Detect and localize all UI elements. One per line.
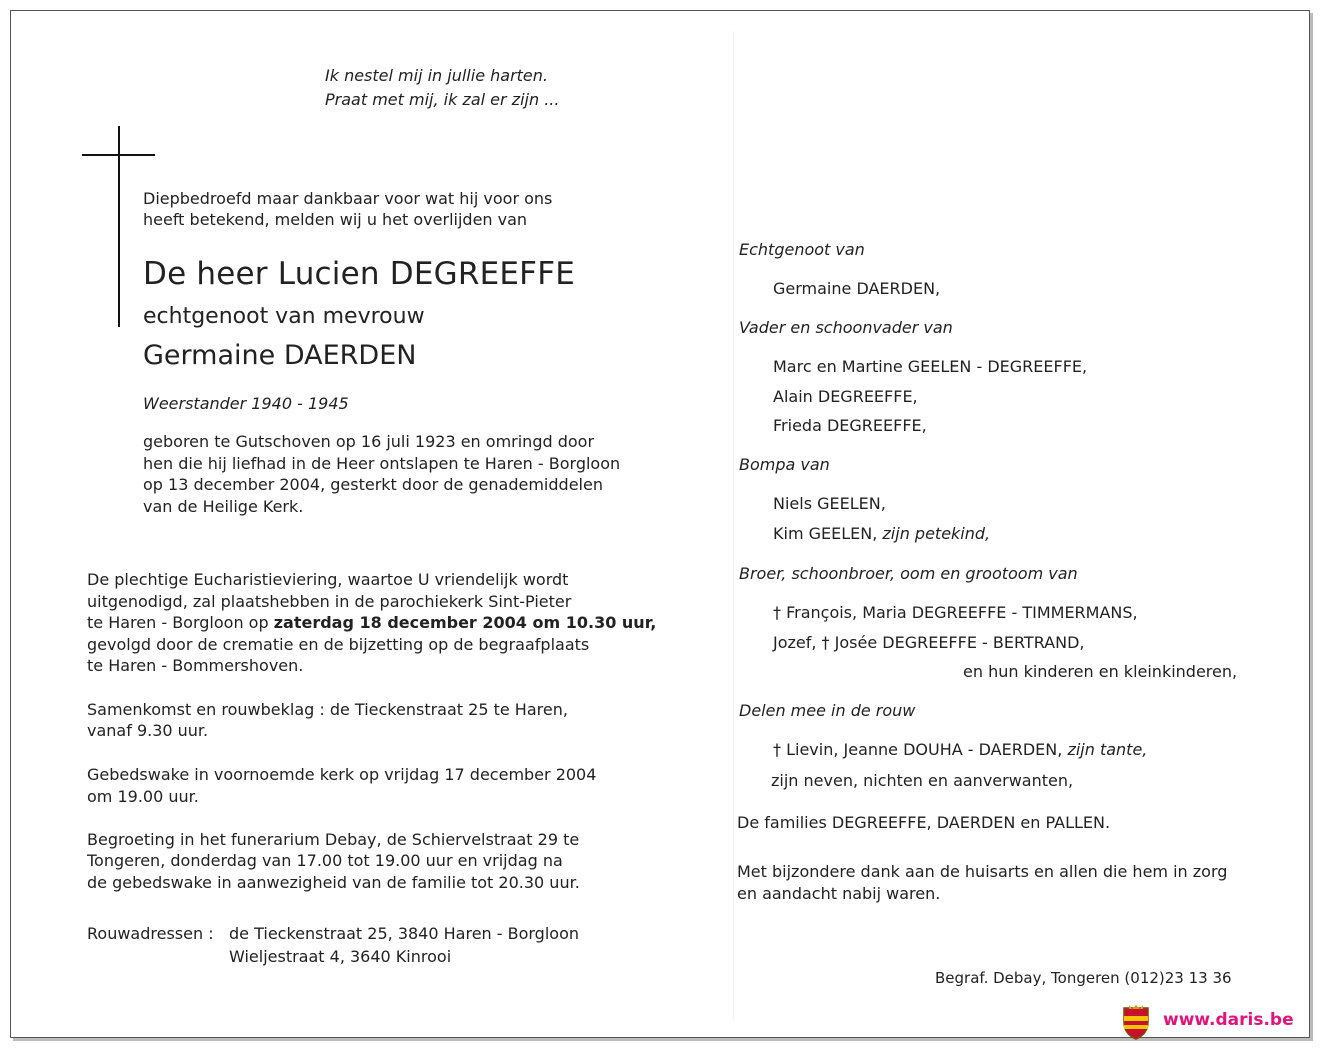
ceremony-line-3-prefix: te Haren - Borgloon op	[87, 613, 274, 632]
address-line-2: Wieljestraat 4, 3640 Kinrooi	[229, 947, 452, 966]
cross-icon-vertical	[118, 126, 120, 327]
spouse-entry: Germaine DAERDEN,	[773, 279, 941, 298]
greeting-line-3: de gebedswake in aanwezigheid van de familie tot 20.30 uur.	[87, 873, 580, 892]
aunt-entry	[773, 739, 1147, 761]
child-entry-3: Frieda DEGREEFFE,	[773, 416, 927, 435]
child-entry-1: Marc en Martine GEELEN - DEGREEFFE,	[773, 357, 1088, 376]
intro-line-1: Diepbedroefd maar dankbaar voor wat hij voor ons	[143, 189, 553, 208]
ceremony-line-3	[87, 612, 656, 634]
deceased-relation: echtgenoot van mevrouw	[143, 304, 425, 329]
grandchild-entry-2	[773, 523, 990, 545]
birth-line-3: op 13 december 2004, gesterkt door de genademiddelen	[143, 475, 603, 494]
thanks-line-1: Met bijzondere dank aan de huisarts en allen die hem in zorg	[737, 862, 1228, 881]
wake-line-1: Gebedswake in voornoemde kerk op vrijdag 17 december 2004	[87, 765, 597, 784]
greeting-line-2: Tongeren, donderdag van 17.00 tot 19.00 uur en vrijdag na	[87, 851, 563, 870]
mourning-heading: Delen mee in de rouw	[739, 701, 916, 720]
greeting-line-1: Begroeting in het funerarium Debay, de Schiervelstraat 29 te	[87, 830, 580, 849]
cousins-entry: zijn neven, nichten en aanverwanten,	[771, 771, 1074, 790]
gathering-line-1: Samenkomst en rouwbeklag : de Tieckenstraat 25 te Haren,	[87, 700, 568, 719]
intro-line-2: heeft betekend, melden wij u het overlijden van	[143, 210, 528, 229]
ceremony-date-time: zaterdag 18 december 2004 om 10.30 uur,	[273, 613, 657, 632]
godchild-note: zijn petekind,	[882, 524, 991, 543]
spouse-heading: Echtgenoot van	[739, 240, 865, 259]
ceremony-line-5: te Haren - Bommershoven.	[87, 656, 304, 675]
wake-line-2: om 19.00 uur.	[87, 787, 199, 806]
grandpa-heading: Bompa van	[739, 455, 830, 474]
grandchild-entry-1: Niels GEELEN,	[773, 494, 886, 513]
families-line: De families DEGREEFFE, DAERDEN en PALLEN.	[737, 813, 1111, 832]
poem-line-2: Praat met mij, ik zal er zijn ...	[325, 90, 560, 109]
addresses-label: Rouwadressen :	[87, 924, 214, 943]
thanks-line-2: en aandacht nabij waren.	[737, 884, 941, 903]
cross-icon-horizontal	[82, 154, 155, 156]
siblings-heading: Broer, schoonbroer, oom en grootoom van	[739, 564, 1078, 583]
daris-shield-logo-icon	[1121, 1004, 1151, 1040]
father-heading: Vader en schoonvader van	[739, 318, 953, 337]
sibling-entry-1: † François, Maria DEGREEFFE - TIMMERMANS,	[773, 603, 1138, 622]
undertaker-line: Begraf. Debay, Tongeren (012)23 13 36	[935, 969, 1232, 987]
memorial-card	[10, 10, 1310, 1038]
address-line-1: de Tieckenstraat 25, 3840 Haren - Borgloon	[229, 924, 579, 943]
aunt-name: † Lievin, Jeanne DOUHA - DAERDEN,	[773, 740, 1063, 759]
grandchild-name: Kim GEELEN,	[773, 524, 878, 543]
gathering-line-2: vanaf 9.30 uur.	[87, 721, 209, 740]
left-page	[11, 11, 661, 1037]
ceremony-line-1: De plechtige Eucharistieviering, waartoe U vriendelijk wordt	[87, 570, 569, 589]
sibling-entry-2: Jozef, † Josée DEGREEFFE - BERTRAND,	[773, 633, 1085, 652]
aunt-note: zijn tante,	[1067, 740, 1148, 759]
birth-line-2: hen die hij liefhad in de Heer ontslapen te Haren - Borgloon	[143, 454, 621, 473]
watermark-url[interactable]: www.daris.be	[1163, 1010, 1294, 1030]
siblings-tail: en hun kinderen en kleinkinderen,	[963, 662, 1238, 681]
ceremony-line-4: gevolgd door de crematie en de bijzetting op de begraafplaats	[87, 635, 590, 654]
birth-line-1: geboren te Gutschoven op 16 juli 1923 en omringd door	[143, 432, 595, 451]
deceased-name: De heer Lucien DEGREEFFE	[143, 256, 576, 292]
poem-line-1: Ik nestel mij in jullie harten.	[325, 66, 548, 85]
spouse-name: Germaine DAERDEN	[143, 340, 417, 371]
distinction: Weerstander 1940 - 1945	[143, 394, 349, 413]
birth-line-4: van de Heilige Kerk.	[143, 497, 304, 516]
right-page	[661, 11, 1311, 1037]
ceremony-line-2: uitgenodigd, zal plaatshebben in de parochiekerk Sint-Pieter	[87, 592, 572, 611]
child-entry-2: Alain DEGREEFFE,	[773, 387, 918, 406]
